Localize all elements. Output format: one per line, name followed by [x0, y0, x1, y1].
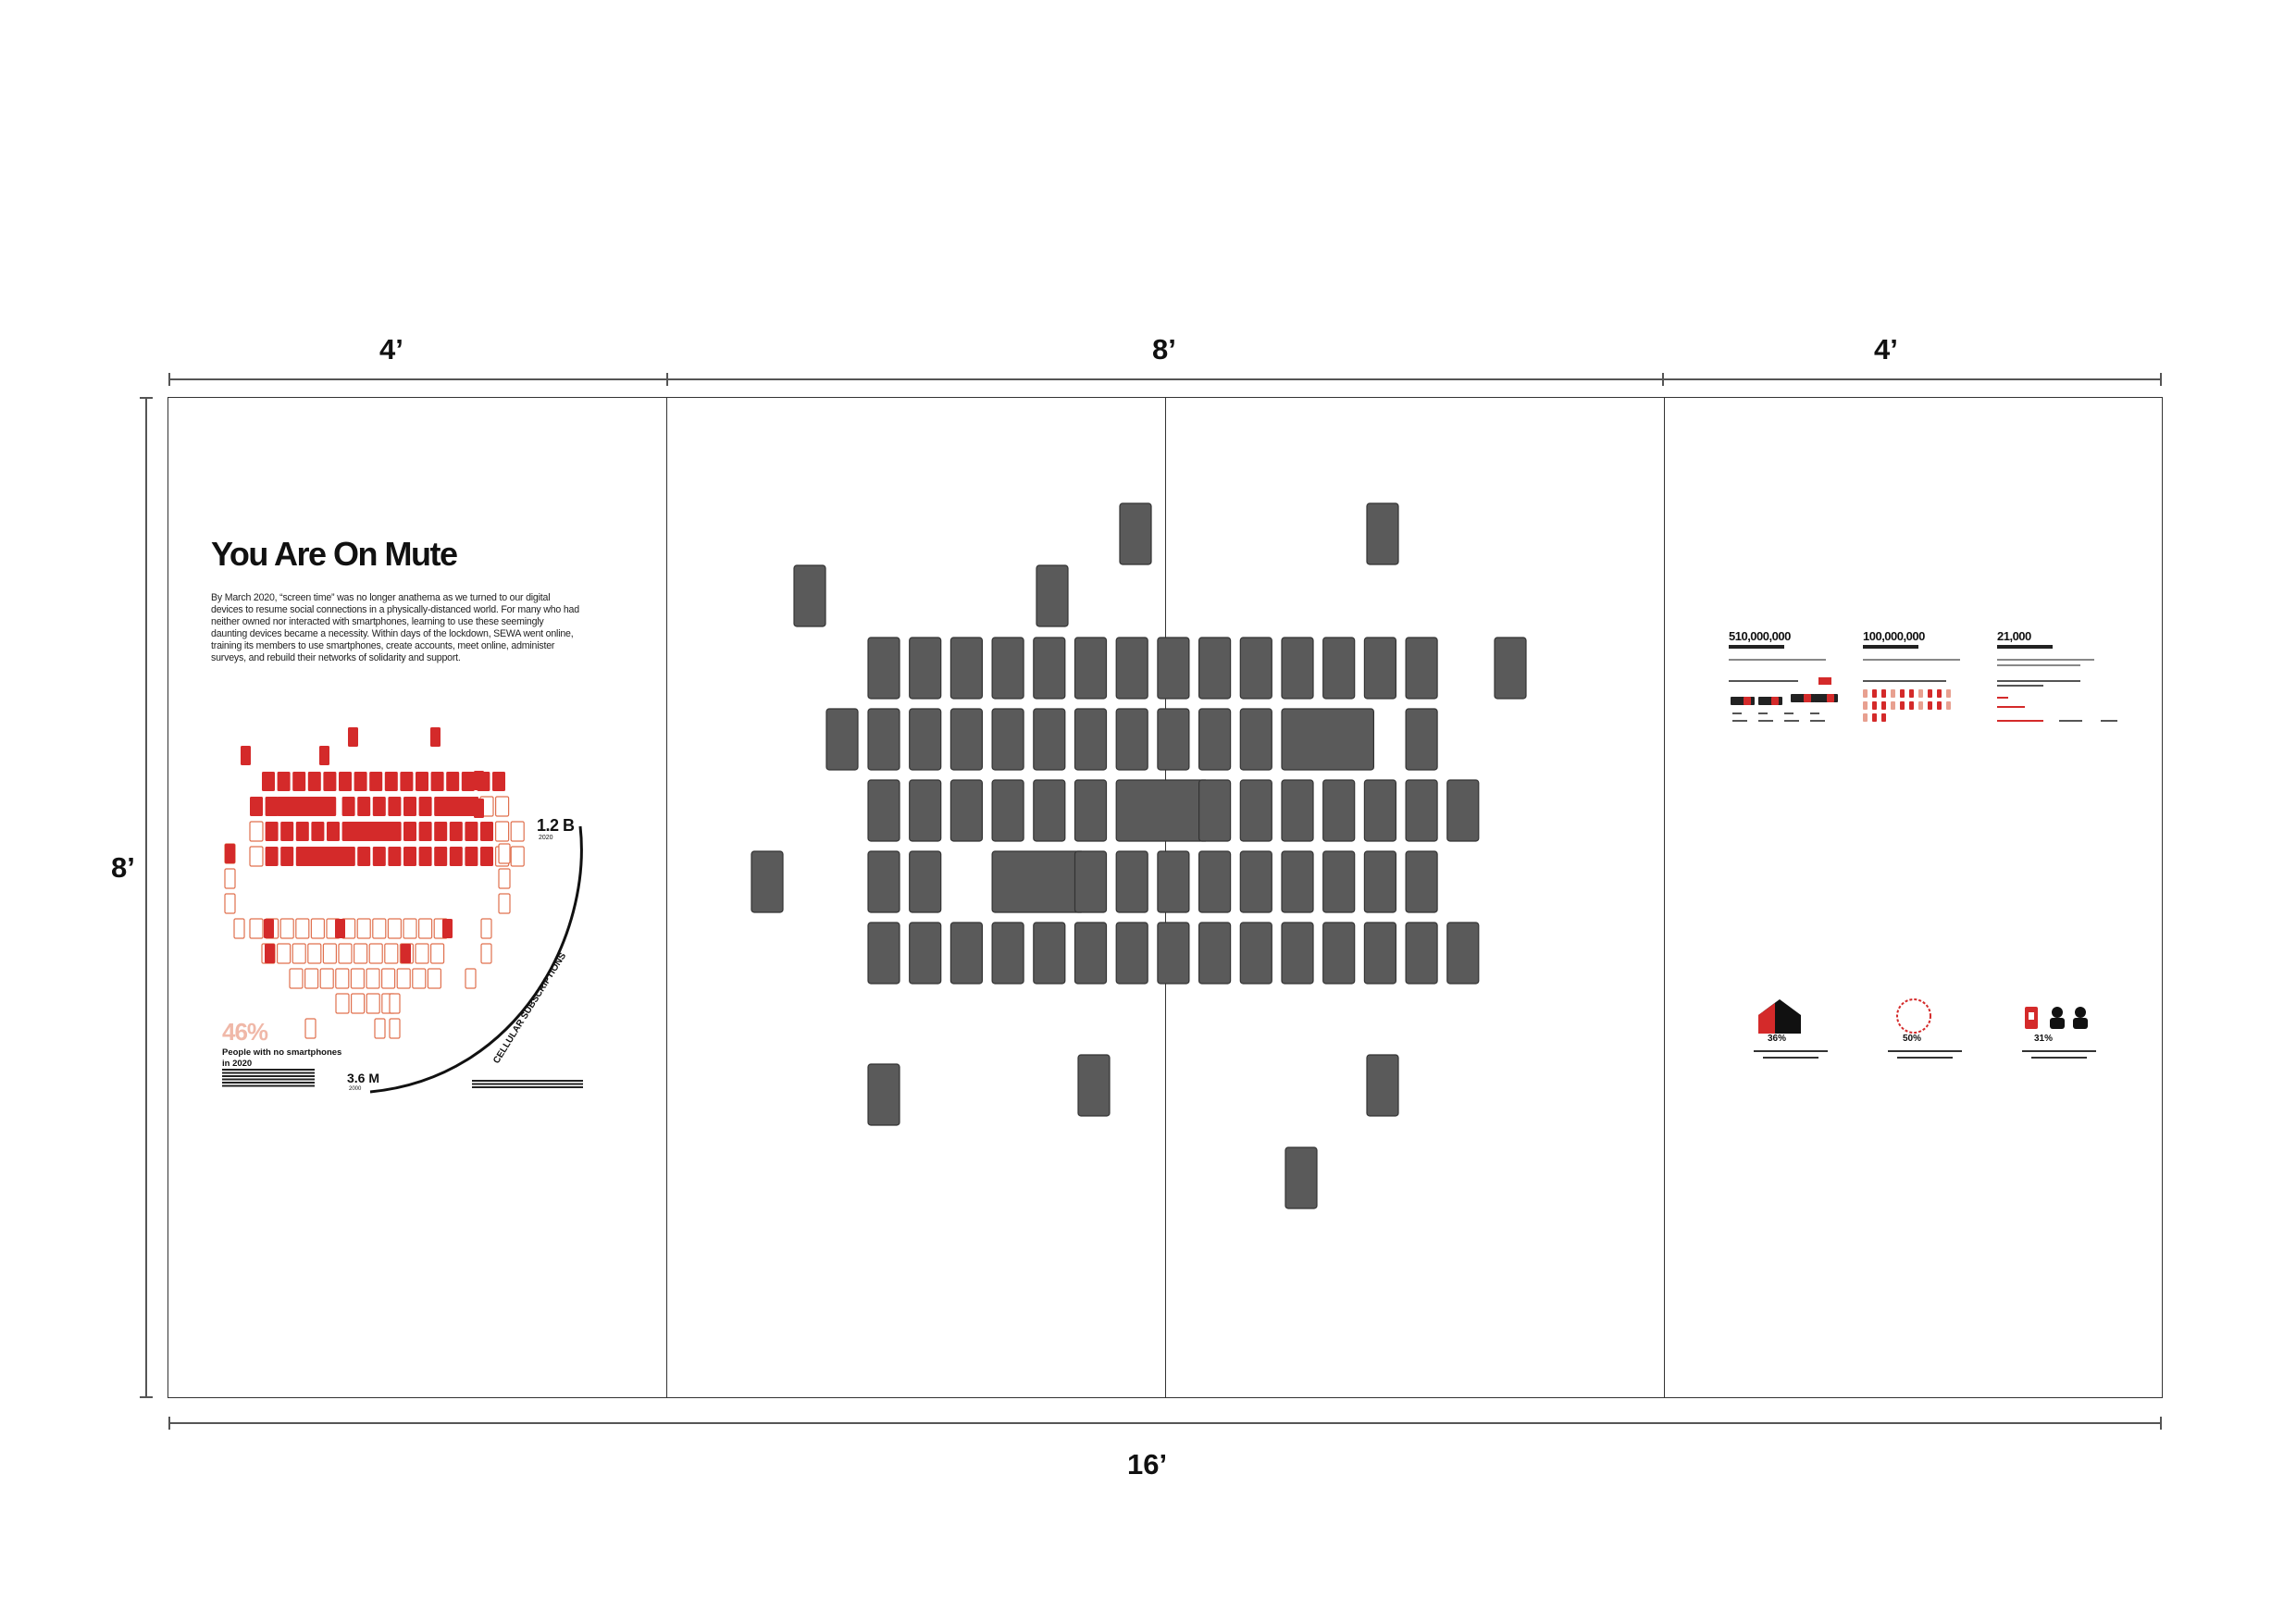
- mini-phone-icon: [1872, 689, 1877, 698]
- stat-top-year: 2020: [539, 835, 553, 841]
- mini-label: [1732, 720, 1747, 722]
- mini-label: [1997, 706, 2025, 708]
- mini-icon: [1814, 694, 1838, 702]
- mini-label: [1997, 697, 2008, 699]
- stat-bottom-value: 3.6 M: [347, 1071, 380, 1085]
- mini-phone-icon: [1863, 713, 1868, 722]
- chart-caption: [1729, 680, 1798, 682]
- mini-label: [1810, 712, 1819, 714]
- caption-line: [2031, 1057, 2087, 1059]
- mini-icon: [1804, 694, 1811, 702]
- mini-phone-icon: [1946, 701, 1951, 710]
- intro-paragraph: By March 2020, “screen time” was no longer anathema as we turned to our digital devices to resume social connections in a physically-distanced world. For many who had neither owned nor interacted with smartphones, learning to use these seemingly daunting devices became a necessity. Within days of the lockdown, SEWA went online, training its members to use smartphones, create accounts, meet online, administer surveys, and rebuild their networks of solidarity and support.: [211, 592, 579, 663]
- chart-caption: [1863, 680, 1946, 682]
- caption-line: [1888, 1050, 1962, 1052]
- mini-phone-icon: [1881, 713, 1886, 722]
- legend-mark: [1818, 677, 1831, 685]
- mini-icon: [1771, 697, 1779, 705]
- mini-phone-icon: [1891, 701, 1895, 710]
- mini-label: [1732, 712, 1742, 714]
- mini-phone-icon: [1909, 689, 1914, 698]
- mini-label: [1784, 712, 1793, 714]
- mini-icon: [1827, 694, 1834, 702]
- percent-value-2: 50%: [1903, 1034, 1922, 1044]
- dim-left-width: 4’: [379, 333, 403, 365]
- mini-label: [1784, 720, 1799, 722]
- page-title: You Are On Mute: [211, 535, 457, 573]
- mini-icon: [1758, 697, 1782, 705]
- mini-phone-icon: [1881, 689, 1886, 698]
- stat-label-line: [1863, 645, 1918, 649]
- mini-label: [2101, 720, 2117, 722]
- stat-desc-line: [1729, 659, 1826, 661]
- house-icon-fill: [1758, 1003, 1775, 1034]
- mini-icon: [1744, 697, 1751, 705]
- percent-value: 46%: [222, 1018, 268, 1046]
- stat-label-line: [1997, 645, 2053, 649]
- stat-top-value: 1.2 B: [537, 816, 575, 835]
- mini-phone-icon: [1872, 713, 1877, 722]
- dim-total-width: 16’: [1127, 1448, 1168, 1481]
- mini-label: [1997, 720, 2043, 722]
- caption-line: [1763, 1057, 1818, 1059]
- caption-line: [1754, 1050, 1828, 1052]
- caption-line: [2022, 1050, 2096, 1052]
- percent-value-3: 31%: [2034, 1034, 2054, 1044]
- stat-desc-line: [1997, 659, 2094, 661]
- caption-line: [1897, 1057, 1953, 1059]
- person-icon: [2073, 1018, 2088, 1029]
- mini-phone-icon: [1928, 689, 1932, 698]
- stat-desc-line: [1997, 664, 2080, 666]
- mini-label: [1758, 720, 1773, 722]
- mini-phone-icon: [1863, 701, 1868, 710]
- person-icon: [2052, 1007, 2063, 1018]
- stat-bottom-year: 2000: [349, 1086, 362, 1092]
- phone-alert-icon: [2029, 1012, 2034, 1020]
- mini-phone-icon: [1909, 701, 1914, 710]
- mini-label: [1758, 712, 1768, 714]
- mini-phone-icon: [1900, 701, 1905, 710]
- mini-label: [2059, 720, 2082, 722]
- person-icon: [2050, 1018, 2065, 1029]
- mini-phone-icon: [1900, 689, 1905, 698]
- mini-phone-icon: [1881, 701, 1886, 710]
- percent-value-1: 36%: [1768, 1034, 1787, 1044]
- mini-phone-icon: [1937, 689, 1942, 698]
- stat-desc-line: [1863, 659, 1960, 661]
- mini-phone-icon: [1928, 701, 1932, 710]
- stat-number-3: 21,000: [1997, 629, 2031, 643]
- dim-right-width: 4’: [1874, 333, 1898, 365]
- dim-middle-width: 8’: [1152, 333, 1176, 365]
- mini-phone-icon: [1891, 689, 1895, 698]
- person-icon: [2075, 1007, 2086, 1018]
- mini-icon: [1731, 697, 1755, 705]
- stat-number-2: 100,000,000: [1863, 629, 1925, 643]
- chart-caption: [1997, 685, 2043, 687]
- mini-phone-icon: [1918, 701, 1923, 710]
- percent-label: People with no smartphones in 2020: [222, 1047, 342, 1069]
- mini-phone-icon: [1937, 701, 1942, 710]
- mini-label: [1810, 720, 1825, 722]
- dotted-circle-icon: [1897, 999, 1930, 1033]
- arc-label: CELLULAR SUBSCRIPTIONS: [491, 950, 569, 1066]
- dim-height: 8’: [111, 851, 135, 884]
- stat-number-1: 510,000,000: [1729, 629, 1791, 643]
- mini-phone-icon: [1946, 689, 1951, 698]
- mini-icon: [1791, 694, 1815, 702]
- mini-phone-icon: [1863, 689, 1868, 698]
- stat-label-line: [1729, 645, 1784, 649]
- mini-phone-icon: [1872, 701, 1877, 710]
- mini-phone-icon: [1918, 689, 1923, 698]
- chart-caption: [1997, 680, 2080, 682]
